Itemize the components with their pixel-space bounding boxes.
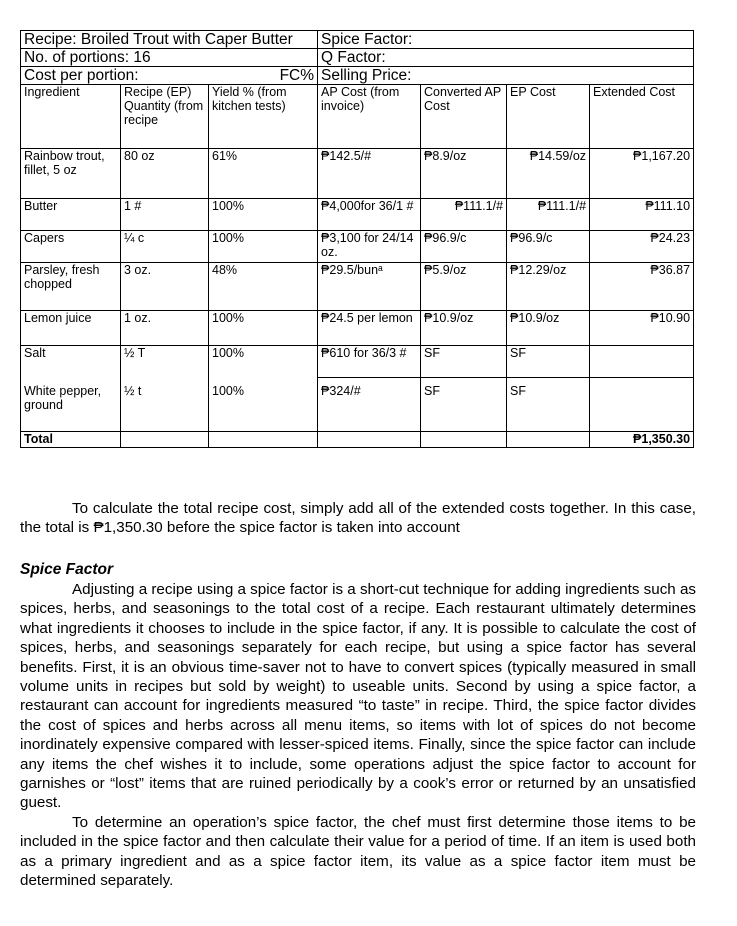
quantity-cell: 1 # — [121, 199, 209, 231]
table-row — [21, 384, 694, 432]
ingredient-cell: White pepper, ground — [21, 384, 121, 432]
recipe-costing-table — [20, 30, 694, 448]
quantity-cell: ½ t — [121, 384, 209, 432]
converted-cell: SF — [421, 384, 507, 432]
extended-cell: ₱10.90 — [590, 311, 694, 346]
total-label: Total — [21, 432, 121, 448]
table-row — [21, 346, 694, 378]
ap-cost-cell: ₱142.5/# — [318, 149, 421, 199]
extended-cell: ₱1,167.20 — [590, 149, 694, 199]
total-row — [21, 432, 694, 448]
ap-cost-cell: ₱610 for 36/3 # — [318, 346, 421, 378]
cost-per-portion-label: Cost per portion: — [24, 67, 139, 84]
converted-cell: ₱8.9/oz — [421, 149, 507, 199]
ep-cost-cell: ₱12.29/oz — [507, 263, 590, 311]
quantity-cell: 1 oz. — [121, 311, 209, 346]
table-row — [21, 311, 694, 346]
body-text — [20, 580, 696, 891]
col-extended: Extended Cost — [590, 85, 694, 149]
ingredient-cell: Parsley, fresh chopped — [21, 263, 121, 311]
ep-cost-cell: ₱111.1/# — [507, 199, 590, 231]
ep-cost-cell: ₱14.59/oz — [507, 149, 590, 199]
spice-factor-label: Spice Factor: — [318, 31, 694, 49]
ingredient-cell: Salt — [21, 346, 121, 378]
cost-per-portion-cell — [21, 67, 318, 85]
col-ingredient: Ingredient — [21, 85, 121, 149]
ingredient-cell: Butter — [21, 199, 121, 231]
quantity-cell: 80 oz — [121, 149, 209, 199]
q-factor-label: Q Factor: — [318, 49, 694, 67]
converted-cell: SF — [421, 346, 507, 378]
ep-cost-cell: SF — [507, 346, 590, 378]
yield-cell: 100% — [209, 199, 318, 231]
yield-cell: 61% — [209, 149, 318, 199]
ap-cost-cell: ₱29.5/bunᵃ — [318, 263, 421, 311]
ap-cost-cell: ₱324/# — [318, 384, 421, 432]
yield-cell: 48% — [209, 263, 318, 311]
extended-cell: ₱24.23 — [590, 231, 694, 263]
converted-cell: ₱10.9/oz — [421, 311, 507, 346]
extended-cell — [590, 346, 694, 378]
yield-cell: 100% — [209, 384, 318, 432]
paragraph: Adjusting a recipe using a spice factor is a short-cut technique for adding ingredients such as spices, herbs, and seasonings to the total cost of a recipe. Each restaurant ultimately determines what ingredients it chooses to include in the spice factor, if any. It is possible to calculate the cost of spices, herbs, and seasonings separately for each recipe, but using a spice factor has several benefits. First, it is an obvious time-saver not to have to convert spices (typically measured in small volume units in recipes but sold by weight) to useable units. Second by using a spice factor, a restaurant can account for ingredients measured “to taste” in recipe. Third, the spice factor divides the cost of spices and herbs across all menu items, so items with lot of spices do not become inordinately expensive compared with lesser-spiced items. Finally, since the spice factor can include any items the chef wishes it to include, some operations adjust the spice factor to account for garnishes or “lost” items that are ruined periodically by a cook’s error or returned by an unsatisfied guest. — [20, 581, 696, 812]
ingredient-cell: Lemon juice — [21, 311, 121, 346]
intro-paragraph: To calculate the total recipe cost, simply add all of the extended costs together. In this case, the total is ₱1,350.30 before the spice factor is taken into account — [20, 500, 696, 537]
yield-cell: 100% — [209, 311, 318, 346]
quantity-cell: 3 oz. — [121, 263, 209, 311]
recipe-costing-table-wrapper — [20, 30, 693, 448]
col-ep-cost: EP Cost — [507, 85, 590, 149]
ap-cost-cell: ₱24.5 per lemon — [318, 311, 421, 346]
table-row — [21, 231, 694, 263]
extended-cell: ₱36.87 — [590, 263, 694, 311]
total-value: ₱1,350.30 — [590, 432, 694, 448]
fc-percent-label: FC% — [279, 67, 315, 84]
converted-cell: ₱96.9/c — [421, 231, 507, 263]
extended-cell — [590, 384, 694, 432]
ap-cost-cell: ₱4,000for 36/1 # — [318, 199, 421, 231]
ep-cost-cell: ₱96.9/c — [507, 231, 590, 263]
yield-cell: 100% — [209, 346, 318, 378]
col-converted: Converted AP Cost — [421, 85, 507, 149]
quantity-cell: ¼ c — [121, 231, 209, 263]
converted-cell: ₱5.9/oz — [421, 263, 507, 311]
converted-cell: ₱111.1/# — [421, 199, 507, 231]
paragraph: To determine an operation’s spice factor, the chef must first determine those items to be included in the spice factor and then calculate their value for a period of time. If an item is used both as a primary ingredient and as a spice factor item, its value as a spice factor item must be determined separately. — [20, 813, 696, 890]
table-row — [21, 199, 694, 231]
section-title: Spice Factor — [20, 561, 114, 578]
recipe-name: Recipe: Broiled Trout with Caper Butter — [21, 31, 318, 49]
intro-paragraph-block — [20, 499, 696, 538]
table-row — [21, 149, 694, 199]
col-yield: Yield % (from kitchen tests) — [209, 85, 318, 149]
table-row — [21, 263, 694, 311]
selling-price-label: Selling Price: — [318, 67, 694, 85]
yield-cell: 100% — [209, 231, 318, 263]
ap-cost-cell: ₱3,100 for 24/14 oz. — [318, 231, 421, 263]
ep-cost-cell: ₱10.9/oz — [507, 311, 590, 346]
extended-cell: ₱111.10 — [590, 199, 694, 231]
quantity-cell: ½ T — [121, 346, 209, 378]
col-ap-cost: AP Cost (from invoice) — [318, 85, 421, 149]
ep-cost-cell: SF — [507, 384, 590, 432]
ingredient-cell: Capers — [21, 231, 121, 263]
portions: No. of portions: 16 — [21, 49, 318, 67]
ingredient-cell: Rainbow trout, fillet, 5 oz — [21, 149, 121, 199]
col-quantity: Recipe (EP) Quantity (from recipe — [121, 85, 209, 149]
